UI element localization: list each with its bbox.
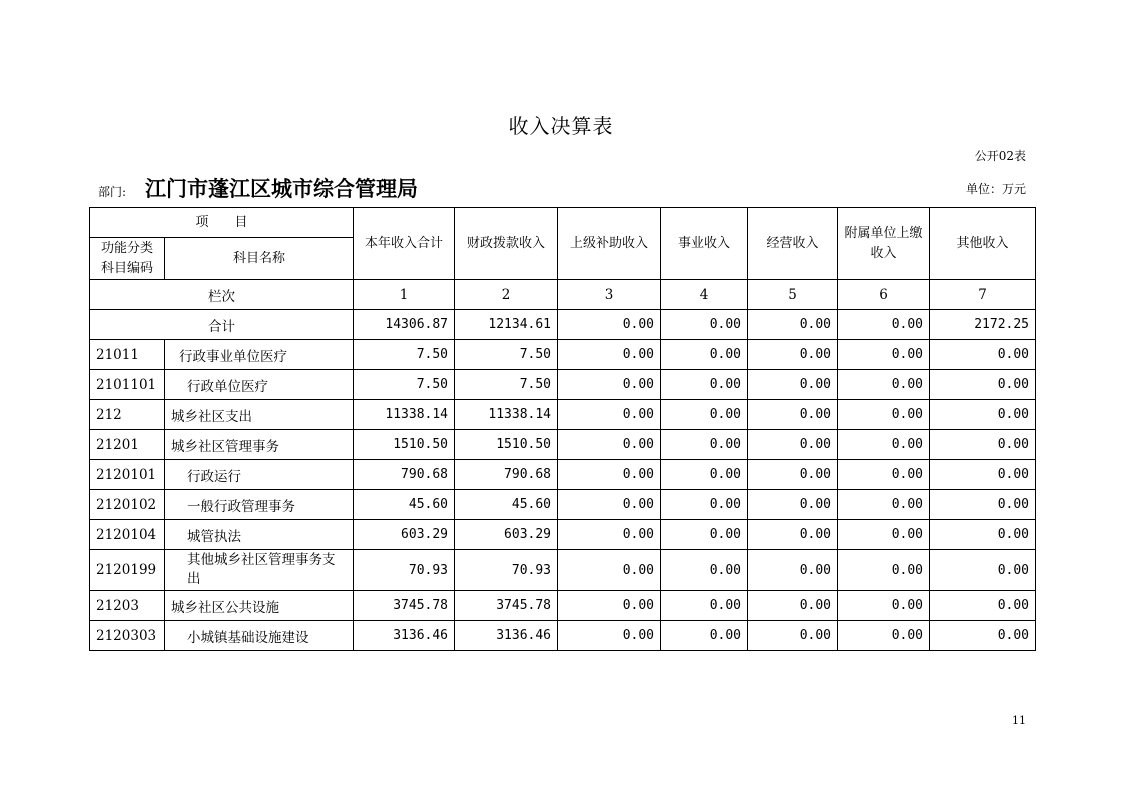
- amount-cell: 3745.78: [455, 591, 558, 621]
- amount-cell: 0.00: [838, 520, 930, 550]
- table-header: [90, 208, 1036, 340]
- column-index: 1: [354, 280, 455, 310]
- amount-cell: 0.00: [661, 400, 748, 430]
- amount-cell: 7.50: [455, 370, 558, 400]
- amount-cell: 0.00: [930, 621, 1036, 651]
- total-value: 0.00: [748, 310, 838, 340]
- col-header-affiliated: 附属单位上缴收入: [838, 208, 930, 280]
- amount-cell: 0.00: [558, 550, 661, 591]
- amount-cell: 1510.50: [354, 430, 455, 460]
- table-row: [90, 621, 1036, 651]
- amount-cell: 0.00: [838, 340, 930, 370]
- amount-cell: 0.00: [930, 340, 1036, 370]
- subject-name: 行政事业单位医疗: [165, 340, 354, 370]
- subject-code: 2120104: [90, 520, 165, 550]
- table-body: [90, 340, 1036, 651]
- subject-code: 2120102: [90, 490, 165, 520]
- subject-code: 21203: [90, 591, 165, 621]
- amount-cell: 3136.46: [354, 621, 455, 651]
- subject-name: 城乡社区公共设施: [165, 591, 354, 621]
- table-row: [90, 550, 1036, 591]
- amount-cell: 0.00: [838, 460, 930, 490]
- amount-cell: 0.00: [558, 490, 661, 520]
- amount-cell: 0.00: [558, 430, 661, 460]
- amount-cell: 0.00: [661, 340, 748, 370]
- column-index: 3: [558, 280, 661, 310]
- amount-cell: 3745.78: [354, 591, 455, 621]
- amount-cell: 70.93: [354, 550, 455, 591]
- total-value: 12134.61: [455, 310, 558, 340]
- subject-name: 城管执法: [165, 520, 354, 550]
- total-value: 0.00: [558, 310, 661, 340]
- amount-cell: 0.00: [661, 460, 748, 490]
- page-number: 11: [1012, 714, 1026, 727]
- amount-cell: 0.00: [558, 370, 661, 400]
- subject-code: 2120303: [90, 621, 165, 651]
- amount-cell: 11338.14: [455, 400, 558, 430]
- amount-cell: 603.29: [354, 520, 455, 550]
- total-value: 2172.25: [930, 310, 1036, 340]
- amount-cell: 7.50: [455, 340, 558, 370]
- amount-cell: 0.00: [748, 621, 838, 651]
- column-index: 5: [748, 280, 838, 310]
- amount-cell: 0.00: [838, 550, 930, 591]
- amount-cell: 0.00: [930, 550, 1036, 591]
- amount-cell: 0.00: [661, 550, 748, 591]
- subject-code: 212: [90, 400, 165, 430]
- department-name: 江门市蓬江区城市综合管理局: [145, 177, 418, 201]
- amount-cell: 0.00: [930, 490, 1036, 520]
- subject-name: 城乡社区管理事务: [165, 430, 354, 460]
- subject-code: 2101101: [90, 370, 165, 400]
- amount-cell: 0.00: [838, 400, 930, 430]
- amount-cell: 0.00: [748, 370, 838, 400]
- amount-cell: 0.00: [748, 591, 838, 621]
- subject-code: 2120199: [90, 550, 165, 591]
- amount-cell: 0.00: [661, 591, 748, 621]
- amount-cell: 0.00: [661, 370, 748, 400]
- amount-cell: 0.00: [558, 340, 661, 370]
- amount-cell: 45.60: [455, 490, 558, 520]
- amount-cell: 7.50: [354, 370, 455, 400]
- subject-name: 小城镇基础设施建设: [165, 621, 354, 651]
- department-label: 部门:: [98, 185, 127, 199]
- amount-cell: 0.00: [930, 370, 1036, 400]
- total-value: 0.00: [838, 310, 930, 340]
- amount-cell: 0.00: [930, 460, 1036, 490]
- subject-code: 21201: [90, 430, 165, 460]
- amount-cell: 7.50: [354, 340, 455, 370]
- total-row: [90, 310, 1036, 340]
- form-number: 公开02表: [974, 149, 1026, 163]
- amount-cell: 0.00: [748, 430, 838, 460]
- column-index: 6: [838, 280, 930, 310]
- amount-cell: 0.00: [558, 460, 661, 490]
- column-index: 2: [455, 280, 558, 310]
- col-header-other: 其他收入: [930, 208, 1036, 280]
- table-row: [90, 520, 1036, 550]
- item-header: 项 目: [90, 208, 354, 238]
- amount-cell: 0.00: [838, 591, 930, 621]
- subject-code: 2120101: [90, 460, 165, 490]
- amount-cell: 0.00: [661, 520, 748, 550]
- subject-code: 21011: [90, 340, 165, 370]
- amount-cell: 0.00: [838, 621, 930, 651]
- report-title: 收入决算表: [508, 114, 614, 138]
- column-index-label: 栏次: [90, 280, 354, 310]
- amount-cell: 0.00: [661, 621, 748, 651]
- amount-cell: 0.00: [748, 340, 838, 370]
- revenue-table: [89, 207, 1036, 651]
- amount-cell: 0.00: [748, 490, 838, 520]
- table-row: [90, 430, 1036, 460]
- amount-cell: 0.00: [558, 591, 661, 621]
- amount-cell: 0.00: [748, 400, 838, 430]
- amount-cell: 0.00: [838, 370, 930, 400]
- amount-cell: 11338.14: [354, 400, 455, 430]
- amount-cell: 0.00: [661, 430, 748, 460]
- column-index: 7: [930, 280, 1036, 310]
- subject-name: 行政运行: [165, 460, 354, 490]
- amount-cell: 0.00: [558, 400, 661, 430]
- subject-name: 其他城乡社区管理事务支出: [165, 550, 354, 591]
- amount-cell: 0.00: [930, 400, 1036, 430]
- col-header-business: 事业收入: [661, 208, 748, 280]
- amount-cell: 3136.46: [455, 621, 558, 651]
- col-header-total: 本年收入合计: [354, 208, 455, 280]
- table-row: [90, 400, 1036, 430]
- amount-cell: 0.00: [558, 621, 661, 651]
- amount-cell: 70.93: [455, 550, 558, 591]
- amount-cell: 0.00: [748, 520, 838, 550]
- amount-cell: 0.00: [748, 550, 838, 591]
- func-code-header: 功能分类科目编码: [90, 238, 165, 280]
- col-header-operating: 经营收入: [748, 208, 838, 280]
- table-row: [90, 370, 1036, 400]
- amount-cell: 0.00: [838, 430, 930, 460]
- amount-cell: 0.00: [930, 520, 1036, 550]
- amount-cell: 0.00: [558, 520, 661, 550]
- col-header-superior: 上级补助收入: [558, 208, 661, 280]
- amount-cell: 603.29: [455, 520, 558, 550]
- table-row: [90, 340, 1036, 370]
- table-row: [90, 490, 1036, 520]
- total-value: 0.00: [661, 310, 748, 340]
- column-index: 4: [661, 280, 748, 310]
- subject-name: 一般行政管理事务: [165, 490, 354, 520]
- amount-cell: 790.68: [455, 460, 558, 490]
- amount-cell: 0.00: [930, 430, 1036, 460]
- amount-cell: 1510.50: [455, 430, 558, 460]
- amount-cell: 0.00: [838, 490, 930, 520]
- total-value: 14306.87: [354, 310, 455, 340]
- amount-cell: 0.00: [930, 591, 1036, 621]
- subject-name: 城乡社区支出: [165, 400, 354, 430]
- table-row: [90, 591, 1036, 621]
- subject-name: 行政单位医疗: [165, 370, 354, 400]
- unit-label: 单位：万元: [965, 182, 1026, 196]
- total-label: 合计: [90, 310, 354, 340]
- amount-cell: 790.68: [354, 460, 455, 490]
- amount-cell: 0.00: [661, 490, 748, 520]
- amount-cell: 0.00: [748, 460, 838, 490]
- table-row: [90, 460, 1036, 490]
- col-header-fiscal: 财政拨款收入: [455, 208, 558, 280]
- amount-cell: 45.60: [354, 490, 455, 520]
- subject-name-header: 科目名称: [165, 238, 354, 280]
